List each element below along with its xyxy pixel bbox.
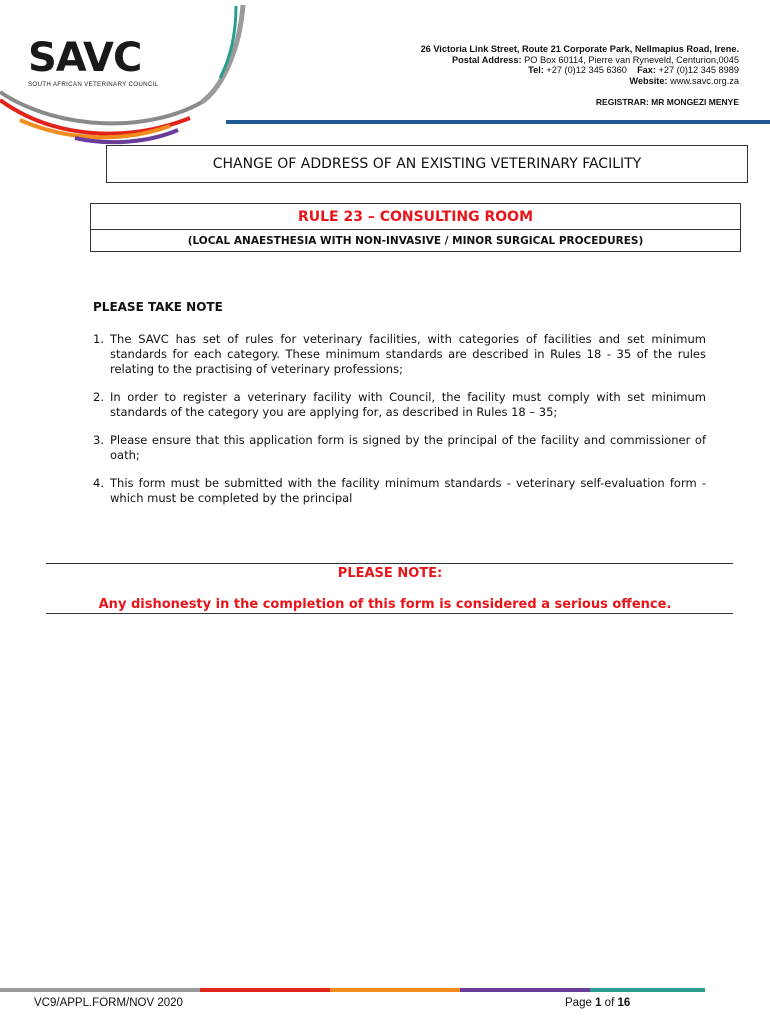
phone-fax [528,66,739,75]
rule-box [90,203,741,252]
please-take-note-heading: PLEASE TAKE NOTE [93,300,223,314]
list-item [93,332,706,377]
warning-top-rule [46,563,733,564]
warning-text: Any dishonesty in the completion of this form is considered a serious offence. [98,597,672,612]
item-number: 4. [93,476,104,490]
list-item [93,476,706,506]
list-item [93,390,706,420]
website [629,77,739,86]
note-list [93,332,706,519]
form-title: CHANGE OF ADDRESS OF AN EXISTING VETERINARY FACILITY [106,145,748,183]
rule-subtitle: (LOCAL ANAESTHESIA WITH NON-INVASIVE / MINOR SURGICAL PROCEDURES) [187,235,644,247]
warning-title: PLEASE NOTE: [337,566,443,581]
website-value: www.savc.org.za [670,76,739,86]
item-text: This form must be submitted with the facility minimum standards - veterinary self-evaluation form - which must be completed by the principal [110,476,706,505]
page-total: 16 [617,997,631,1009]
warning-bottom-rule [46,613,733,614]
item-number: 3. [93,433,104,447]
list-item [93,433,706,463]
item-text: In order to register a veterinary facility with Council, the facility must comply with set minimum standards of the category you are applying for, as described in Rules 18 – 35; [110,390,706,419]
page-number [565,997,630,1009]
header-rule [226,120,770,124]
postal-address [452,56,739,65]
item-text: Please ensure that this application form is signed by the principal of the facility and commissioner of oath; [110,433,706,462]
item-text: The SAVC has set of rules for veterinary facilities, with categories of facilities and set minimum standards for each category. These minimum standards are described in Rules 18 - 35 of the rules relating to the practising of veterinary professions; [110,332,706,376]
address-line: 26 Victoria Link Street, Route 21 Corporate Park, Nellmapius Road, Irene. [420,44,739,54]
postal-label: Postal Address: [451,55,522,65]
fax-label: Fax: [637,65,656,75]
item-number: 1. [93,332,104,346]
rule-title: RULE 23 – CONSULTING ROOM [91,204,740,230]
page-current: 1 [595,997,602,1009]
tel-label: Tel: [528,65,544,75]
logo-subtitle: SOUTH AFRICAN VETERINARY COUNCIL [28,81,159,88]
registrar: REGISTRAR: MR MONGEZI MENYE [595,97,739,107]
item-number: 2. [93,390,104,404]
page-label: Page [565,997,592,1009]
fax-value: +27 (0)12 345 8989 [658,65,739,75]
savc-logo: SAVC [28,35,142,81]
page-of: of [604,997,615,1009]
website-label: Website: [629,76,668,86]
postal-value: PO Box 60114, Pierre van Ryneveld, Centurion,0045 [524,55,739,65]
form-code: VC9/APPL.FORM/NOV 2020 [34,997,183,1009]
tel-value: +27 (0)12 345 6360 [546,65,627,75]
footer-color-bar [0,985,770,995]
